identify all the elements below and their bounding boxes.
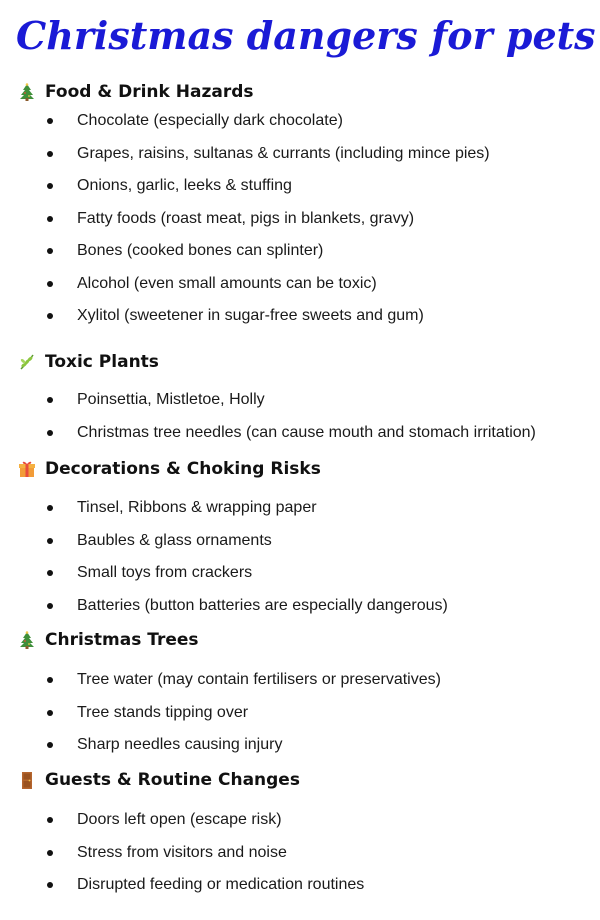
gift-icon <box>18 460 36 478</box>
list-item <box>0 872 600 905</box>
hazard-list <box>0 108 600 336</box>
list-item-text: Disrupted feeding or medication routines <box>77 876 365 893</box>
bullet <box>47 603 53 609</box>
page-title: Christmas dangers for pets <box>16 13 596 58</box>
bullet <box>47 430 53 436</box>
section-toxic-plants <box>0 350 600 441</box>
hazard-list <box>0 495 600 625</box>
list-item-text: Tree stands tipping over <box>77 703 249 721</box>
section-header <box>0 80 600 104</box>
list-item <box>0 593 600 626</box>
list-item <box>0 560 600 593</box>
section-title: Christmas Trees <box>45 630 199 650</box>
list-item <box>0 108 600 141</box>
bullet <box>47 817 53 823</box>
list-item-text: Sharp needles causing injury <box>77 736 283 753</box>
hazard-list <box>0 807 600 905</box>
list-item-text: Alcohol (even small amounts can be toxic) <box>77 274 377 292</box>
list-item-text: Baubles & glass ornaments <box>77 531 272 549</box>
list-item-text: Tinsel, Ribbons & wrapping paper <box>77 499 317 516</box>
bullet <box>47 677 53 683</box>
section-header <box>0 350 600 374</box>
bullet <box>47 397 53 403</box>
christmas-tree-icon <box>18 631 36 649</box>
list-item <box>0 732 600 765</box>
list-item <box>0 303 600 336</box>
bullet <box>47 850 53 856</box>
list-item <box>0 495 600 528</box>
door-icon <box>18 771 36 789</box>
list-item <box>0 173 600 206</box>
section-decorations <box>0 457 600 614</box>
section-header <box>0 768 600 792</box>
section-header <box>0 628 600 652</box>
bullet <box>47 742 53 748</box>
list-item <box>0 528 600 561</box>
section-title: Toxic Plants <box>45 352 159 372</box>
bullet <box>47 118 53 124</box>
bullet <box>47 248 53 254</box>
bullet <box>47 505 53 511</box>
list-item <box>0 141 600 174</box>
bullet <box>47 570 53 576</box>
section-guests-routine <box>0 768 600 893</box>
list-item-text: Doors left open (escape risk) <box>77 811 282 828</box>
list-item-text: Fatty foods (roast meat, pigs in blankets, gravy) <box>77 209 415 227</box>
list-item-text: Tree water (may contain fertilisers or preservatives) <box>77 671 441 688</box>
section-food-drink <box>0 80 600 324</box>
hazard-list <box>0 667 600 765</box>
list-item-text: Small toys from crackers <box>77 564 253 581</box>
list-item-text: Chocolate (especially dark chocolate) <box>77 112 343 129</box>
list-item-text: Batteries (button batteries are especially dangerous) <box>77 596 448 614</box>
list-item <box>0 807 600 840</box>
bullet <box>47 538 53 544</box>
list-item <box>0 238 600 271</box>
list-item-text: Onions, garlic, leeks & stuffing <box>77 177 292 194</box>
list-item-text: Poinsettia, Mistletoe, Holly <box>77 391 265 408</box>
bullet <box>47 313 53 319</box>
list-item <box>0 700 600 733</box>
section-title: Decorations & Choking Risks <box>45 459 321 479</box>
bullet <box>47 183 53 189</box>
bullet <box>47 710 53 716</box>
christmas-tree-icon <box>18 83 36 101</box>
list-item-text: Stress from visitors and noise <box>77 843 287 861</box>
bullet <box>47 151 53 157</box>
list-item <box>0 206 600 239</box>
section-header <box>0 457 600 481</box>
hazard-list <box>0 387 600 452</box>
list-item-text: Grapes, raisins, sultanas & currants (including mince pies) <box>77 144 490 162</box>
list-item-text: Bones (cooked bones can splinter) <box>77 242 324 259</box>
herb-icon <box>18 353 36 371</box>
list-item <box>0 387 600 420</box>
list-item <box>0 667 600 700</box>
section-title: Guests & Routine Changes <box>45 770 300 790</box>
list-item <box>0 840 600 873</box>
section-title: Food & Drink Hazards <box>45 82 254 102</box>
bullet <box>47 882 53 888</box>
list-item-text: Christmas tree needles (can cause mouth and stomach irritation) <box>77 423 536 441</box>
section-christmas-trees <box>0 628 600 753</box>
list-item <box>0 420 600 453</box>
list-item <box>0 271 600 304</box>
bullet <box>47 216 53 222</box>
list-item-text: Xylitol (sweetener in sugar-free sweets and gum) <box>77 307 424 324</box>
bullet <box>47 281 53 287</box>
